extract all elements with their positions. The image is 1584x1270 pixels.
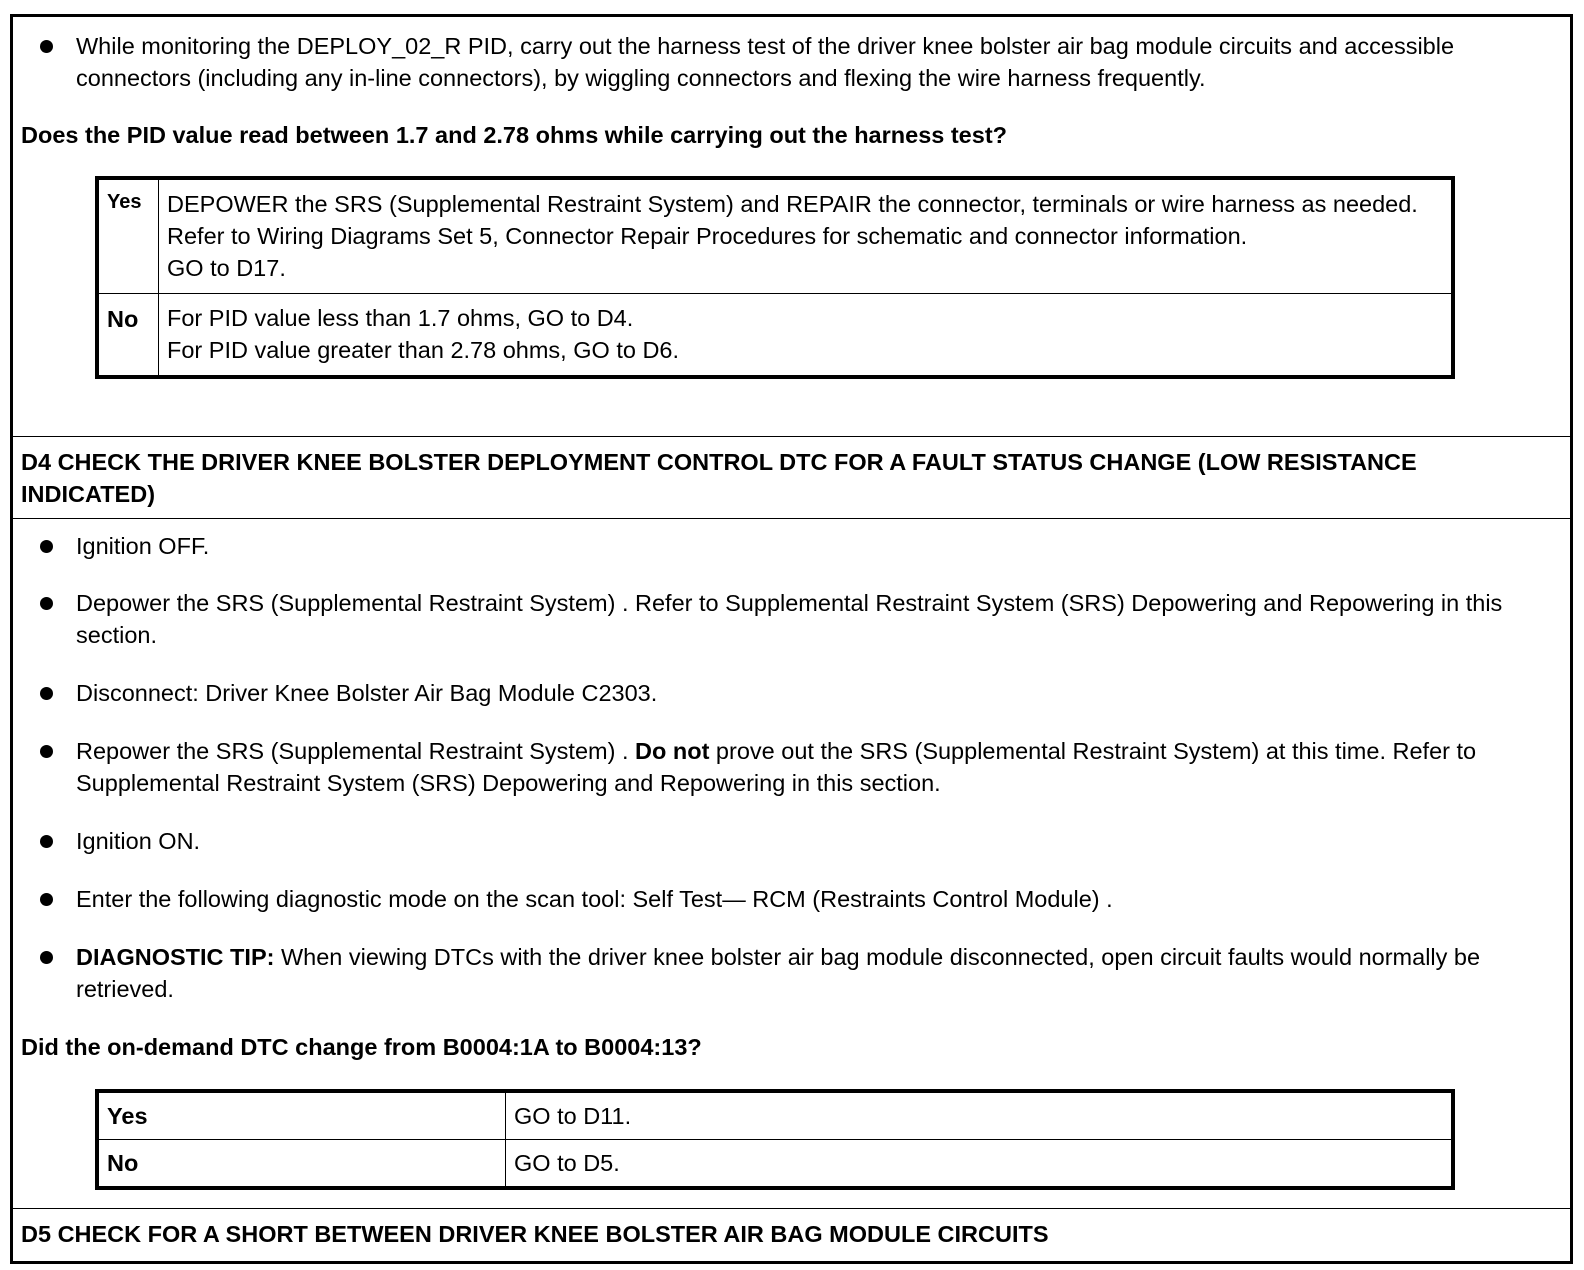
section-d5-header bbox=[13, 1209, 1570, 1261]
section-harness-test bbox=[13, 17, 1570, 437]
no-label: No bbox=[97, 294, 159, 378]
bullet-icon bbox=[40, 893, 53, 906]
no-action: GO to D5. bbox=[506, 1140, 1454, 1189]
table-row bbox=[97, 294, 1453, 378]
table-row bbox=[97, 1091, 1453, 1140]
step-text bbox=[76, 735, 1553, 799]
procedure-page bbox=[10, 14, 1573, 1264]
yes-label: Yes bbox=[97, 1091, 506, 1140]
yes-line: GO to D17. bbox=[167, 255, 286, 281]
step-text: Disconnect: Driver Knee Bolster Air Bag Module C2303. bbox=[76, 680, 658, 706]
yes-line: DEPOWER the SRS (Supplemental Restraint System) and REPAIR the connector, terminals or wire harness as needed. bbox=[167, 191, 1418, 217]
step-text: Ignition OFF. bbox=[76, 533, 210, 559]
bullet-icon bbox=[40, 40, 53, 53]
table-row bbox=[97, 178, 1453, 294]
step-text-part: prove out the SRS (Supplemental Restraint System) at this time. Refer to Supplemental Restraint System (SRS) Depowering and Repowering in this section. bbox=[76, 738, 1477, 796]
yes-line: Refer to Wiring Diagrams Set 5, Connector Repair Procedures for schematic and connector information. bbox=[167, 223, 1248, 249]
bullet-icon bbox=[40, 835, 53, 848]
table-row bbox=[97, 1140, 1453, 1189]
section-d4-header bbox=[13, 437, 1570, 519]
result-table bbox=[95, 1089, 1455, 1190]
question-text: Does the PID value read between 1.7 and 2.78 ohms while carrying out the harness test? bbox=[21, 122, 1008, 148]
no-line: For PID value less than 1.7 ohms, GO to D4. bbox=[167, 305, 634, 331]
yes-label: Yes bbox=[97, 178, 159, 294]
step-text: Enter the following diagnostic mode on the scan tool: Self Test— RCM (Restraints Control Module) . bbox=[76, 886, 1113, 912]
step-text: Ignition ON. bbox=[76, 828, 201, 854]
emphasis-text: Do not bbox=[635, 738, 710, 764]
yes-action: GO to D11. bbox=[506, 1091, 1454, 1140]
tip-label: DIAGNOSTIC TIP: bbox=[76, 944, 275, 970]
no-line: For PID value greater than 2.78 ohms, GO to D6. bbox=[167, 337, 680, 363]
yes-action bbox=[159, 178, 1454, 294]
step-text bbox=[76, 941, 1553, 1005]
step-text-part: When viewing DTCs with the driver knee bolster air bag module disconnected, open circuit faults would normally be retrieved. bbox=[76, 944, 1481, 1002]
bullet-icon bbox=[40, 597, 53, 610]
step-heading-d4: D4 CHECK THE DRIVER KNEE BOLSTER DEPLOYMENT CONTROL DTC FOR A FAULT STATUS CHANGE (LOW RESISTANCE INDICATED) bbox=[21, 449, 1417, 507]
step-heading-d5: D5 CHECK FOR A SHORT BETWEEN DRIVER KNEE BOLSTER AIR BAG MODULE CIRCUITS bbox=[21, 1221, 1049, 1247]
step-text: Depower the SRS (Supplemental Restraint System) . Refer to Supplemental Restraint System (SRS) Depowering and Repowering in this section. bbox=[76, 590, 1503, 648]
step-text-part: Repower the SRS (Supplemental Restraint System) . bbox=[76, 738, 636, 764]
bullet-icon bbox=[40, 687, 53, 700]
no-action bbox=[159, 294, 1454, 378]
question-text: Did the on-demand DTC change from B0004:1A to B0004:13? bbox=[21, 1034, 702, 1060]
no-label: No bbox=[97, 1140, 506, 1189]
section-d4-body bbox=[13, 519, 1570, 1209]
bullet-icon bbox=[40, 951, 53, 964]
step-text: While monitoring the DEPLOY_02_R PID, carry out the harness test of the driver knee bolster air bag module circuits and accessible connectors (including any in-line connectors), by wiggling connectors and flexing the wire harness frequently. bbox=[76, 33, 1455, 91]
bullet-icon bbox=[40, 540, 53, 553]
result-table bbox=[95, 176, 1455, 379]
bullet-icon bbox=[40, 745, 53, 758]
